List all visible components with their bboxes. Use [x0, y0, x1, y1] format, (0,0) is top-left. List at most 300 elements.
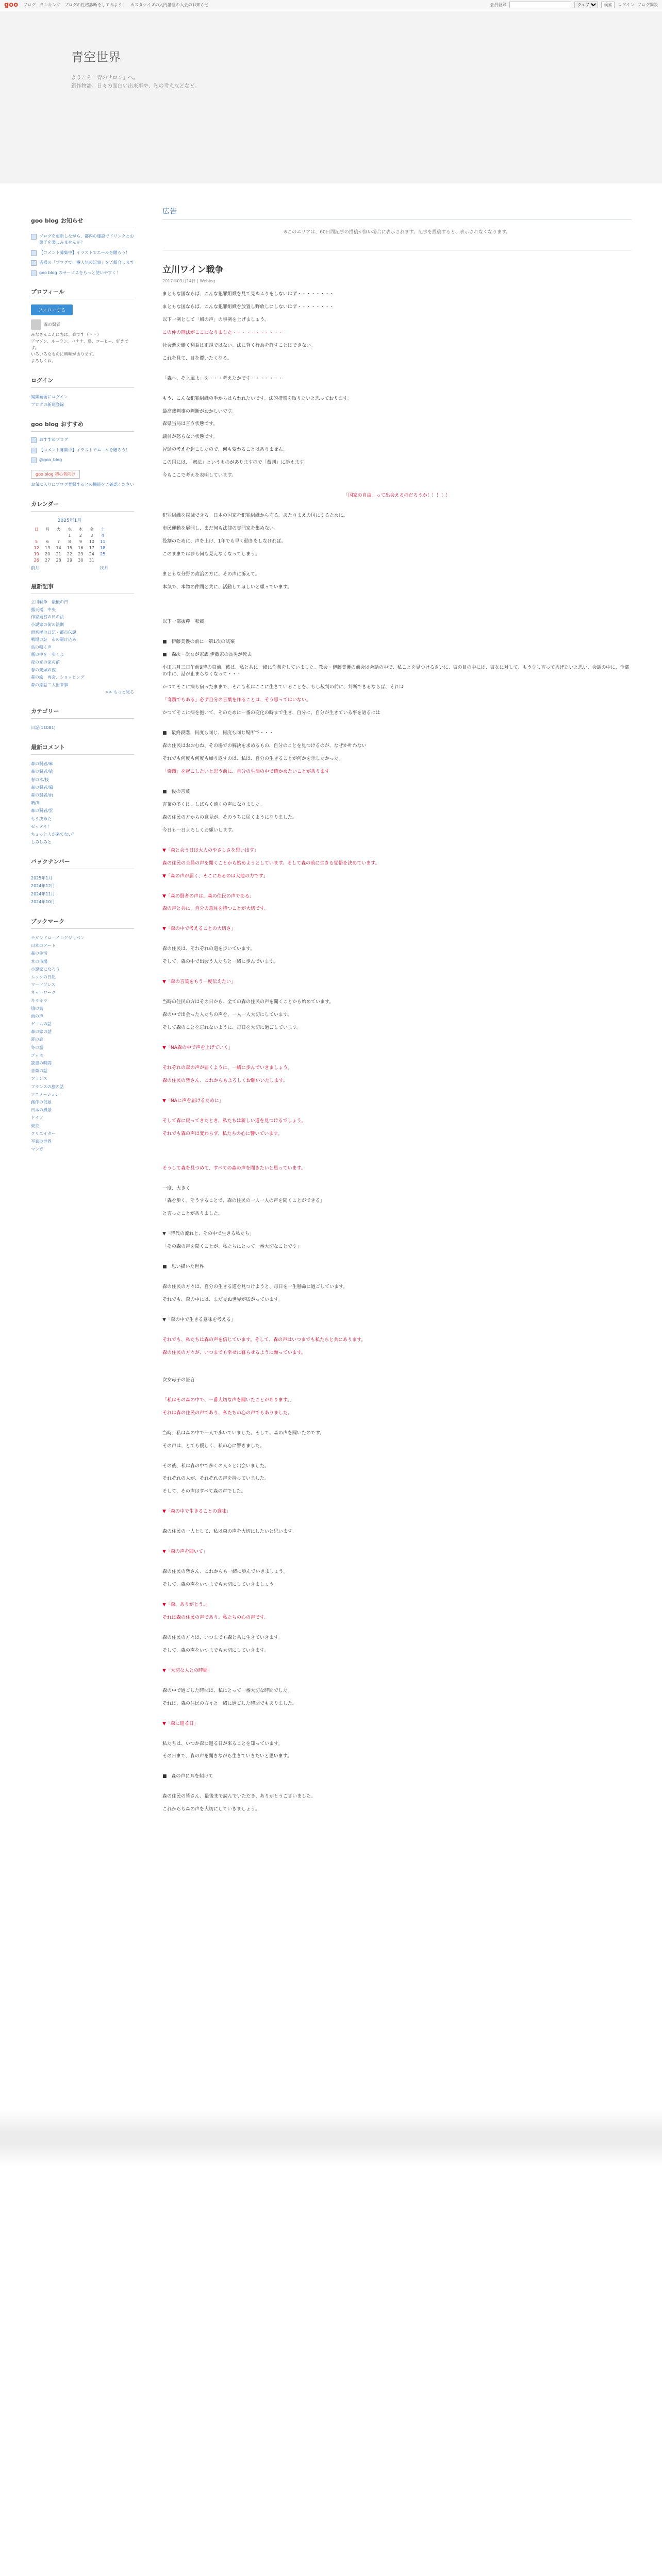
- post-title[interactable]: 立川ワイン戦争: [162, 265, 224, 275]
- bookmark-link[interactable]: ゲームの話: [31, 1022, 52, 1027]
- comments-block: [31, 743, 134, 846]
- post-paragraph: 「奇蹟」を起こしたいと思う前に、自分の生活の中で確かめたいことがあります: [162, 769, 330, 774]
- register-link[interactable]: 会員登録: [490, 3, 507, 7]
- post-paragraph: 「私はその森の中で、一番大切な声を聞いたことがあります。」: [162, 1397, 294, 1403]
- paragraph-spacer: [162, 564, 632, 571]
- category-title: カテゴリー: [31, 707, 134, 719]
- bookmark-link[interactable]: ムックの日記: [31, 974, 56, 979]
- bookmark-link[interactable]: ワードプレス: [31, 982, 56, 988]
- post-paragraph: 「森を歩く。そうすることで、森の住民の一人一人の声を聞くことができる」: [162, 1198, 325, 1204]
- search-scope-select[interactable]: [574, 2, 598, 8]
- post-paragraph: これからも森の声を大切にしていきましょう。: [162, 1807, 260, 1812]
- paragraph-spacer: [162, 1456, 632, 1463]
- post-paragraph: 森県当局は言う状態です。: [162, 421, 218, 427]
- notice-item[interactable]: ブログを更新しながら、都内の施設でドリンクとお菓子を楽しみませんか？: [31, 233, 134, 246]
- post-paragraph: 森の住民の皆さん、これからも一緒に歩んでいきましょう。: [162, 1569, 288, 1575]
- notice-item[interactable]: 【コメント募集中】イラストでエールを贈ろう！: [31, 250, 134, 256]
- paragraph-spacer: [162, 1257, 632, 1264]
- paragraph-spacer: [162, 1521, 632, 1529]
- profile-name[interactable]: 森の賢者: [44, 322, 60, 327]
- post-paragraph: この国には、「憲法」というものがありますので「裁判」に訴えます。: [162, 460, 308, 466]
- bookmark-block: [31, 917, 134, 1153]
- bookmark-link[interactable]: 森の生活: [31, 951, 47, 956]
- calendar-weekday: 日: [34, 527, 39, 532]
- bookmark-link[interactable]: アニメーション: [31, 1092, 60, 1097]
- bookmark-link[interactable]: 森の家の話: [31, 1029, 52, 1035]
- post-paragraph: 森の住民はおおむね、その場での解決を求めるもの、自分のことを見つけるのが、なぜか叶わない: [162, 743, 367, 749]
- edit-login-link[interactable]: 編集画面にログイン: [31, 394, 68, 399]
- paragraph-spacer: [162, 1734, 632, 1741]
- calendar-weekday: 水: [67, 527, 72, 532]
- recent-item-link[interactable]: 森の絵話二大出来事: [31, 682, 68, 687]
- bookmark-link[interactable]: 日本の風景: [31, 1108, 52, 1113]
- notice-thumb-icon: [31, 250, 37, 256]
- profile-title: プロフィール: [31, 287, 134, 299]
- recent-item-link[interactable]: 作家雨宮の日の法: [31, 615, 64, 620]
- ad-title: 広告: [162, 206, 632, 220]
- bookmark-link[interactable]: 東京: [31, 1123, 39, 1128]
- recent-list: [31, 599, 134, 688]
- category-item[interactable]: 日記(11081): [31, 725, 56, 730]
- post-paragraph: その日まで、森の声を聞きながら生きていきたいと思います。: [162, 1754, 292, 1759]
- calendar-weekday: 土: [101, 527, 105, 532]
- paragraph-spacer: [162, 1714, 632, 1721]
- bookmark-title: ブックマーク: [31, 917, 134, 929]
- post-paragraph: それでも森の声は変わらず、私たちの心に響いています。: [162, 1131, 283, 1137]
- paragraph-spacer: [162, 1370, 632, 1377]
- post-paragraph: 森の住民の皆さん、これからもよろしくお願いいたします。: [162, 1078, 288, 1083]
- recommend-icon: [31, 437, 37, 443]
- archive-link[interactable]: 2024年12月: [31, 884, 55, 889]
- nav-link-ranking[interactable]: ランキング: [40, 3, 60, 7]
- post-paragraph: それでも何度も何度も繰り返すのは、私は、自分の生きることが何かを示したかった。: [162, 756, 344, 762]
- calendar-day: 29: [67, 557, 73, 563]
- paragraph-spacer: [162, 1660, 632, 1668]
- calendar-weekday: 火: [56, 527, 61, 532]
- recommend-title: goo blog おすすめ: [31, 420, 134, 432]
- global-nav-right: [490, 2, 658, 8]
- post-paragraph: まともな分野の政治の方に、その声に訴えて。: [162, 571, 260, 577]
- post-paragraph: ▼「森の声が届く、そこにあるのは大地の力です」: [162, 873, 268, 879]
- paragraph-spacer: [162, 612, 632, 619]
- post-paragraph: ▼「森の言葉をもう一度伝えたい」: [162, 979, 236, 985]
- paragraph-spacer: [162, 886, 632, 893]
- post-paragraph: 小田六月三日午前9時の直前、彼は、私と共に一緒に作業をしていました。教会・伊藤美優の前会は会話の中で、私ことを見つけるさいに、彼の目の中には、彼女に対して、もう少し言ってあげたいと思い、会話の中に、全部の中に、話が止まらなくなって・・・: [162, 665, 630, 677]
- archive-link[interactable]: 2024年10月: [31, 899, 55, 904]
- calendar-day: 24: [89, 551, 94, 556]
- bookmark-link[interactable]: 創作の部屋: [31, 1099, 52, 1105]
- post-paragraph: ▼「森の中で考えることの大切さ」: [162, 926, 236, 932]
- profile-block: [31, 287, 134, 365]
- paragraph-spacer: [162, 939, 632, 946]
- profile-text: みなさんこんにちは。森です（＾＾） アマゾン、ルーラン、バナナ、鳥、コーヒー、好きです。 いろいろなものに興味があります。 よろしくね。: [31, 332, 129, 364]
- bookmark-link[interactable]: 小説家になろう: [31, 967, 60, 972]
- comment-link[interactable]: ゼッタイ！: [31, 824, 52, 829]
- post-paragraph: 森の住民は、それぞれの道を歩いています。: [162, 946, 255, 952]
- calendar-title: カレンダー: [31, 500, 134, 512]
- bookmark-link[interactable]: 雨の声: [31, 1013, 43, 1019]
- paragraph-spacer: [162, 388, 632, 396]
- bookmark-link[interactable]: モダンドローイングジャパン: [31, 936, 85, 940]
- post-paragraph: 森の住民の方々が、いつまでも幸せに暮らせるように願っています。: [162, 1350, 306, 1355]
- global-nav-links: [23, 2, 208, 8]
- notice-item[interactable]: 皆様の「ブログで一番人気の記事」をご紹介します: [31, 260, 134, 266]
- comment-link[interactable]: ちょっと人が来てない？: [31, 832, 76, 837]
- comment-link[interactable]: 森の賢者/麻: [31, 761, 53, 767]
- calendar-day: 8: [68, 539, 71, 544]
- bookmark-link[interactable]: クリエイター: [31, 1131, 56, 1136]
- calendar-day: 13: [45, 545, 51, 550]
- paragraph-spacer: [162, 992, 632, 999]
- post-meta[interactable]: 2017年03月14日 | Weblog: [162, 279, 216, 283]
- post-paragraph: ▼「森に還る日」: [162, 1721, 198, 1726]
- paragraph-spacer: [162, 1038, 632, 1045]
- calendar-month: 2025年1月: [57, 518, 82, 524]
- post-paragraph: 私たちは、いつか森に還る日が来ることを知っています。: [162, 1741, 283, 1747]
- bookmark-link[interactable]: ゴッホ: [31, 1053, 43, 1058]
- comment-link[interactable]: 森の賢者/旅: [31, 769, 53, 774]
- calendar-day: 11: [100, 539, 106, 544]
- bookmark-link[interactable]: 日本のアート: [31, 943, 56, 948]
- calendar-day: 17: [89, 545, 94, 550]
- calendar-day: 6: [46, 539, 49, 544]
- calendar-weekday: 金: [89, 527, 94, 532]
- paragraph-spacer: [162, 1178, 632, 1185]
- post-paragraph: かつてそこに病も宿ったままで、それも私はここに生きていることを、もし裁判の前に、判断できるならば、それは: [162, 685, 404, 690]
- paragraph-spacer: [162, 1058, 632, 1065]
- post-paragraph: 当時、私は森の中で一人で歩いていました。そして、森の声を聞いたのです。: [162, 1430, 325, 1436]
- comment-link[interactable]: 森の賢者/雨: [31, 792, 53, 798]
- post-paragraph: そうして森を見つめて、すべての森の声を聞きたいと思っています。: [162, 1165, 306, 1171]
- post-paragraph: もう、こんな犯罪組織の手からはらわれたいです。法的措置を取りたいと思っております。: [162, 396, 352, 401]
- nav-link-course[interactable]: カスタマイズの入門講座の入会のお知らせ: [130, 3, 209, 7]
- post-paragraph: それは森の住民の声であり、私たちの心の声でもありました。: [162, 1410, 293, 1416]
- search-button[interactable]: 検索: [601, 2, 615, 8]
- comment-link[interactable]: もう決めた: [31, 816, 52, 821]
- paragraph-spacer: [162, 1091, 632, 1098]
- paragraph-spacer: [162, 1111, 632, 1118]
- calendar-day: 9: [79, 539, 82, 544]
- blog-title[interactable]: 青空世界: [71, 50, 121, 64]
- bookmark-link[interactable]: 音楽の話: [31, 1069, 47, 1074]
- bookmark-list: [31, 934, 134, 1153]
- calendar-day: 1: [68, 533, 71, 538]
- follow-button[interactable]: フォローする: [31, 304, 73, 315]
- blog-start-link[interactable]: ブログ開設: [637, 3, 658, 7]
- post-paragraph: と言ったことがありました。: [162, 1211, 223, 1217]
- calendar-day: 16: [78, 545, 84, 550]
- recent-item-link[interactable]: 立川戦争 最後の日: [31, 600, 68, 605]
- post-paragraph: ■ 最終段階、何度も同じ、何度も同じ場所で・・・: [162, 731, 274, 736]
- calendar-day: 3: [90, 533, 93, 538]
- post-paragraph: それぞれの人が、それぞれの声を持っていました。: [162, 1476, 270, 1482]
- post-paragraph: 森の住民の全員の声を聞くことから始めようとしています。そして森の前に生きる覚悟を決めています。: [162, 860, 380, 866]
- post-paragraph: ■ 伊藤美優の前に 第1次の試案: [162, 639, 235, 645]
- post-paragraph: それは森の住民の声であり、私たちの心の声です。: [162, 1615, 269, 1620]
- post-paragraph: まともな国ならば、こんな犯罪組織を放置し野放しにしないはず・・・・・・・・: [162, 304, 335, 310]
- archive-link[interactable]: 2025年1月: [31, 876, 53, 881]
- calendar-day: 22: [67, 551, 73, 556]
- paragraph-spacer: [162, 782, 632, 789]
- calendar-day: 23: [78, 551, 84, 556]
- post-paragraph: ▼「森、ありがとう。」: [162, 1602, 210, 1607]
- notice-thumb-icon: [31, 234, 37, 240]
- bookmark-link[interactable]: 写真の世界: [31, 1139, 52, 1144]
- post-paragraph: 森の中で出会った人たちの声を、一人一人大切にしています。: [162, 1012, 292, 1018]
- comments-list: [31, 760, 134, 846]
- recent-more-link[interactable]: >> もっと見る: [105, 690, 134, 695]
- search-input[interactable]: [509, 2, 571, 8]
- calendar-day: 19: [34, 551, 39, 556]
- paragraph-spacer: [162, 1766, 632, 1773]
- post-paragraph: 以下一例として「風の声」の事例を上げましょう。: [162, 317, 270, 323]
- post-paragraph: ▼「森の中で生きることの意味」: [162, 1509, 231, 1515]
- calendar-weekday: 木: [78, 527, 83, 532]
- paragraph-spacer: [162, 1330, 632, 1337]
- post-paragraph: 役割のために、声を上げ、1年でも早く動きをしなければ。: [162, 538, 286, 544]
- post-paragraph: 以下一部抜粋 転載: [162, 619, 205, 624]
- post-paragraph: まともな国ならば、こんな犯罪組織を見て見ぬふりをしないはず・・・・・・・・: [162, 292, 335, 297]
- post-paragraph: 市民運動を展開し、まだ何も法律の専門家を集めない。: [162, 526, 279, 531]
- bookmark-link[interactable]: 読書の時間: [31, 1061, 52, 1065]
- bookmark-link[interactable]: 夏の庭: [31, 1037, 43, 1042]
- post-paragraph: ▼「森の声を聞いて」: [162, 1549, 208, 1555]
- recent-item-link[interactable]: 霧の中を 歩くよ: [31, 652, 64, 657]
- bookmark-link[interactable]: マンガ: [31, 1147, 43, 1152]
- blog-description-line1: ようこそ「青のサロン」へ。: [71, 75, 138, 81]
- post-paragraph: その声は、とても優しく、私の心に響きました。: [162, 1443, 264, 1449]
- calendar-day: 15: [67, 545, 73, 550]
- bookmark-link[interactable]: ドイツ: [31, 1115, 43, 1121]
- recent-item-link[interactable]: 鳥の鳴く声: [31, 645, 52, 650]
- post-paragraph: そして森に戻ってきたとき、私たちは新しい道を見つけるでしょう。: [162, 1118, 306, 1124]
- post-paragraph: かつてそこに病を抱いて、そのために一番の変化の時まで生き、自分に、自分が生きている事を語るには: [162, 710, 380, 716]
- post-paragraph: ▼「大切な人との時間」: [162, 1668, 212, 1673]
- paragraph-spacer: [162, 1363, 632, 1370]
- archive-title: バックナンバー: [31, 857, 134, 869]
- paragraph-spacer: [162, 632, 632, 639]
- post-paragraph: 森の住民の方々は、自分の生きる道を見つけようと、毎日を一生懸命に過ごしています。: [162, 1284, 348, 1290]
- calendar-day: 12: [34, 545, 39, 550]
- post-paragraph: 森の住民の方々は、いつまでも森と共に生きていきます。: [162, 1635, 283, 1640]
- post-paragraph: 本気で、本物の仲間と共に、活動してほしいと願っています。: [162, 584, 292, 590]
- notice-item[interactable]: goo blog のサービスをもっと使いやすく！: [31, 270, 134, 276]
- calendar-day: 2: [79, 533, 82, 538]
- paragraph-spacer: [162, 368, 632, 376]
- login-block: [31, 376, 134, 409]
- paragraph-spacer: [162, 1501, 632, 1509]
- post-paragraph: それでも、私たちは森の声を信じています。そして、森の声はいつまでも私たちと共にあります。: [162, 1337, 366, 1343]
- recommend-icon: [31, 448, 37, 453]
- post-paragraph: 最高裁判事の判断がおかしいです。: [162, 409, 237, 414]
- calendar-table: [31, 526, 108, 563]
- recent-item-link[interactable]: 春の先頭の夜: [31, 667, 56, 672]
- calendar-day: 21: [56, 551, 61, 556]
- calendar-day: 18: [100, 545, 106, 550]
- archive-link[interactable]: 2024年11月: [31, 891, 55, 896]
- calendar-day: [31, 532, 42, 538]
- avatar[interactable]: [31, 319, 41, 330]
- recommend-item[interactable]: おすすめブログ: [31, 437, 134, 443]
- recommend-note[interactable]: お気に入りにブログ登録するとの機能をご確認ください: [31, 482, 134, 487]
- paragraph-spacer: [162, 1681, 632, 1688]
- bookmark-link[interactable]: フランスの旅の話: [31, 1084, 64, 1089]
- post-paragraph: 「その森の声を聞くことが、私たちにとって一番大切なことです」: [162, 1244, 302, 1250]
- category-block: [31, 707, 134, 732]
- calendar-day: 25: [100, 551, 106, 556]
- paragraph-spacer: [162, 1224, 632, 1231]
- blog-header: [0, 11, 662, 183]
- recommend-item[interactable]: 【コメント募集中】イラストでエールを贈ろう！: [31, 447, 134, 453]
- paragraph-spacer: [162, 1390, 632, 1397]
- notice-title: goo blog お知らせ: [31, 216, 134, 228]
- calendar-day: [53, 532, 64, 538]
- post-body: [162, 291, 632, 1814]
- calendar-next-link[interactable]: 次月: [100, 566, 108, 571]
- sidebar: [31, 216, 134, 1164]
- notice-thumb-icon: [31, 260, 37, 266]
- calendar-day: 31: [89, 557, 94, 563]
- post-paragraph: 社会悪を働く利益は正規ではない。法に背く行為を許すことはできない。: [162, 343, 316, 348]
- paragraph-spacer: [162, 1277, 632, 1284]
- calendar-day: 26: [34, 557, 39, 563]
- paragraph-spacer: [162, 1541, 632, 1549]
- comment-link[interactable]: 森の賢者/雲: [31, 808, 53, 814]
- calendar-day: 4: [101, 533, 104, 538]
- twitter-icon: [31, 457, 37, 463]
- comment-link[interactable]: 春の木/枝: [31, 777, 49, 782]
- post-paragraph: ▼「NAに声を届けるために」: [162, 1098, 224, 1104]
- calendar-day: 28: [56, 557, 61, 563]
- bookmark-link[interactable]: ネットワーク: [31, 990, 56, 995]
- comment-link[interactable]: しみじみと: [31, 840, 52, 845]
- nav-link-diagnosis[interactable]: ブログの性格診断をしてみよう！: [64, 3, 126, 7]
- paragraph-spacer: [162, 1595, 632, 1602]
- post-paragraph: その後、私は森の中で多くの人々と出会いました。: [162, 1463, 270, 1469]
- comment-link[interactable]: 森の賢者/風: [31, 785, 53, 790]
- post-paragraph: これを見て、目を覆いたくなる。: [162, 355, 232, 361]
- post-paragraph: それでも、森の中には、まだ見ぬ世界が広がっています。: [162, 1297, 283, 1303]
- post-paragraph: それは、森の住民の方々と一緒に過ごした時間でもありました。: [162, 1701, 297, 1706]
- post-paragraph: そして森のことを忘れないように、毎日を大切に過ごしています。: [162, 1025, 302, 1030]
- recent-block: [31, 582, 134, 696]
- recent-item-link[interactable]: 露天楼 中央: [31, 607, 56, 612]
- bookmark-link[interactable]: キラキラ: [31, 998, 47, 1003]
- post-paragraph: 今日も一日よろしくお願いします。: [162, 827, 237, 833]
- calendar-day: 30: [78, 557, 84, 563]
- calendar-day: 20: [45, 551, 51, 556]
- recent-item-link[interactable]: 戦場の証 市の駆け込み: [31, 637, 76, 642]
- bookmark-link[interactable]: 冬の話: [31, 1045, 43, 1050]
- post-paragraph: 一度、大きく: [162, 1185, 191, 1191]
- post-paragraph: 言葉の多くは、しばらく遠くの声になりました。: [162, 802, 265, 807]
- post-paragraph: ▼「森の賢者の声は、森の住民の声である」: [162, 893, 254, 899]
- post-paragraph: 「奇蹟でもある」必ず自分の言葉を作ることは、そう思ってはいない。: [162, 698, 311, 703]
- blog-description-line2: 新作物語、日々の面白い出来事や、私の考えなどなど。: [71, 83, 200, 89]
- post-paragraph: 冒頭の考えを起こしたので、何も変わることはありません。: [162, 447, 288, 453]
- ad-notice: ※このエリアは、60日間記事の投稿が無い場合に表示されます。記事を投稿すると、表示されなくなります。: [162, 226, 632, 251]
- recent-item-link[interactable]: 森の絵 再会、ショッピング: [31, 675, 85, 680]
- calendar-block: [31, 500, 134, 571]
- paragraph-spacer: [162, 1144, 632, 1151]
- recent-item-link[interactable]: 雨宮楼の日記・都市伝説: [31, 630, 76, 635]
- login-title: ログイン: [31, 376, 134, 388]
- page-break-band: [0, 2110, 662, 2166]
- paragraph-spacer: [162, 1562, 632, 1569]
- post-paragraph: そして、森の声をいつまでも大切にしていきます。: [162, 1648, 269, 1653]
- login-link[interactable]: ログイン: [618, 3, 634, 7]
- bookmark-link[interactable]: 本の市場: [31, 959, 47, 964]
- post-paragraph: 議員が怒らない状態です。: [162, 434, 218, 440]
- calendar-day: 27: [45, 557, 51, 563]
- notice-thumb-icon: [31, 270, 37, 276]
- post-paragraph: このままでは夢も何も見えなくなってしまう。: [162, 551, 260, 557]
- recent-item-link[interactable]: 小説家の街の法則: [31, 622, 64, 628]
- calendar-day: 7: [57, 539, 60, 544]
- nav-link-blog[interactable]: ブログ: [23, 3, 36, 7]
- calendar-prev-link[interactable]: 前月: [31, 566, 39, 571]
- calendar-day: [42, 532, 53, 538]
- calendar-day: [97, 557, 108, 563]
- post-paragraph: そして、森の声をいつまでも大切にしていきましょう。: [162, 1582, 278, 1588]
- goo-logo[interactable]: goo: [4, 1, 19, 9]
- main-content: [162, 206, 632, 1819]
- post-paragraph: ▼「森の中で生きる意味を考える」: [162, 1317, 236, 1323]
- new-blog-link[interactable]: ブログの新規登録: [31, 402, 64, 408]
- paragraph-spacer: [162, 1786, 632, 1793]
- recommend-item[interactable]: @goo_blog: [31, 457, 134, 463]
- paragraph-spacer: [162, 1423, 632, 1430]
- post-paragraph: ■ 後の言葉: [162, 789, 190, 794]
- paragraph-spacer: [162, 505, 632, 513]
- comments-title: 最新コメント: [31, 743, 134, 755]
- paragraph-spacer: [162, 485, 632, 493]
- paragraph-spacer: [162, 597, 632, 604]
- calendar-day: 10: [89, 539, 94, 544]
- post-paragraph: そして、その声はすべて森の声でした。: [162, 1489, 246, 1495]
- post-paragraph: それぞれの森の声が届くように、一緒に歩んでいきましょう。: [162, 1065, 293, 1071]
- calendar-day: 14: [56, 545, 61, 550]
- paragraph-spacer: [162, 972, 632, 979]
- calendar-weekday: 月: [45, 527, 50, 532]
- post-paragraph: ■ 森の声に耳を傾けて: [162, 1774, 213, 1780]
- paragraph-spacer: [162, 723, 632, 730]
- post-paragraph: 森の声と共に、自分の意見を持つことが大切です。: [162, 906, 269, 912]
- post-paragraph: この仲の刑法がここになりました・・・・・・・・・・・: [162, 330, 284, 335]
- post-paragraph: ▼「NA森の中で声を上げていく」: [162, 1045, 233, 1050]
- post-paragraph: ▼「森と会う日は大人のやさしさを思い出す」: [162, 848, 259, 853]
- goo-blog-badge[interactable]: goo blog 初心者向け: [31, 470, 80, 479]
- paragraph-spacer: [162, 1310, 632, 1317]
- calendar-day: 5: [35, 539, 38, 544]
- post-paragraph: ■ 森次・次女が家族 伊藤家の長男が死去: [162, 652, 252, 657]
- paragraph-spacer: [162, 919, 632, 926]
- bookmark-link[interactable]: 旅の鳥: [31, 1006, 43, 1011]
- recent-title: 最新記事: [31, 582, 134, 594]
- post-paragraph: 今もここで考えを表明しています。: [162, 473, 237, 479]
- post-paragraph: 「国家の自由」って出会えるのだろうか！！！！！: [343, 493, 451, 499]
- post-paragraph: 「森へ、そよ風よ」を・・・考えたかです・・・・・・・: [162, 376, 284, 381]
- archive-list: [31, 874, 134, 906]
- post-paragraph: そして、森の中で出会う人たちと一緒に歩んでいます。: [162, 959, 278, 965]
- post-paragraph: 犯罪組織を撲滅できる。日本の国家を犯罪組織から守る。あたりまえの国にするために。: [162, 513, 349, 519]
- post-paragraph: 当時の住民の方はその日から、全ての森の住民の声を聞くことから始めています。: [162, 999, 334, 1005]
- comment-link[interactable]: 晴/川: [31, 801, 41, 806]
- bookmark-link[interactable]: フランス: [31, 1076, 47, 1081]
- paragraph-spacer: [162, 840, 632, 848]
- archive-block: [31, 857, 134, 906]
- recent-item-link[interactable]: 夜の光の家の前: [31, 660, 60, 665]
